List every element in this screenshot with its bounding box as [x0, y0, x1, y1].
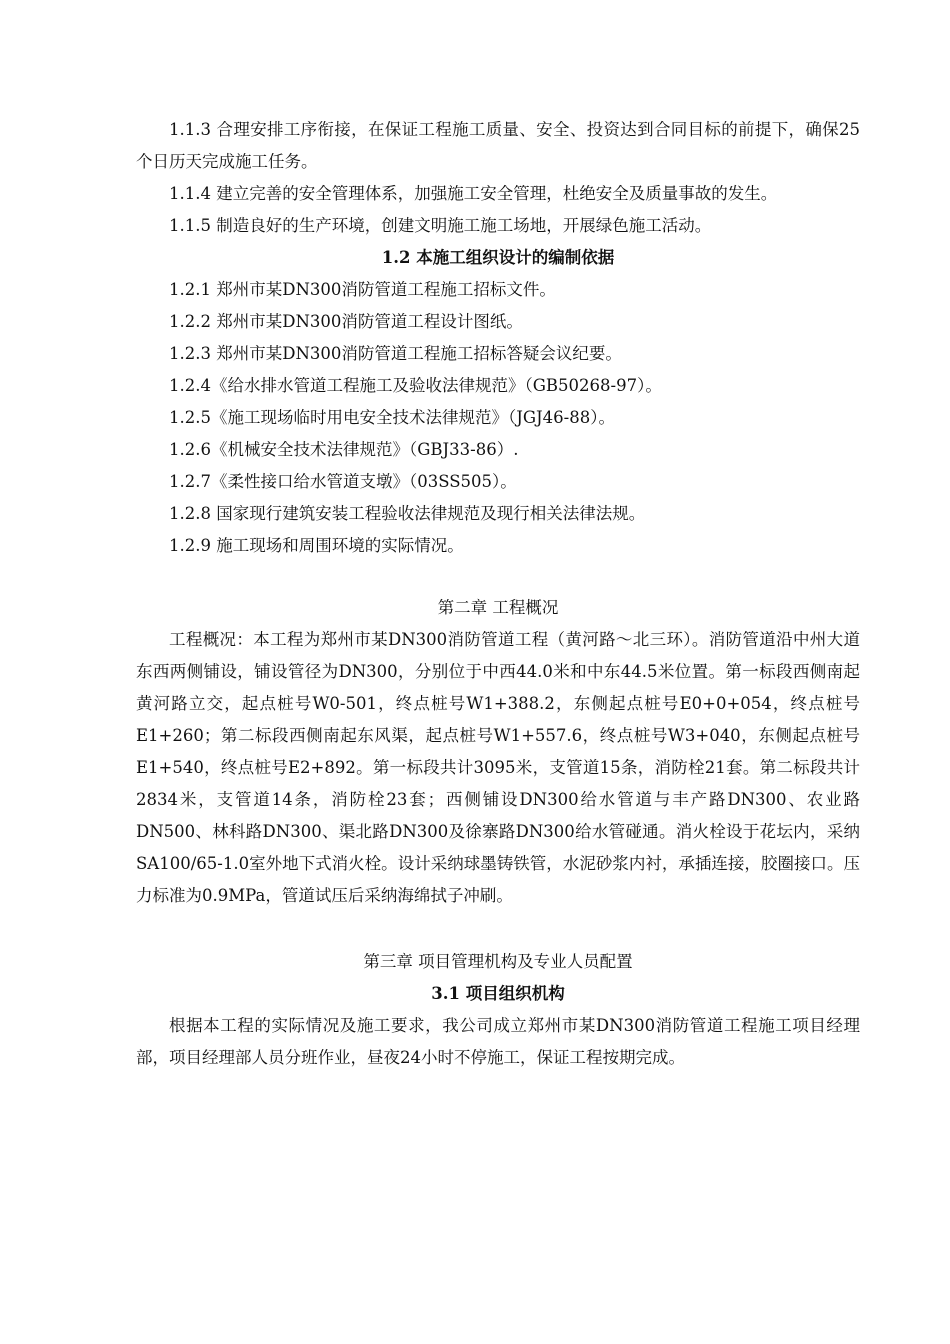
spacer: [136, 562, 860, 592]
chapter-2-title: 第二章 工程概况: [437, 598, 559, 617]
clause-1-2-7: 1.2.7《柔性接口给水管道支墩》（03SS505）。: [169, 472, 517, 491]
document-body: [136, 114, 860, 1074]
clause-1-1-5: 1.1.5 制造良好的生产环境，创建文明施工施工场地，开展绿色施工活动。: [169, 216, 712, 235]
chapter-3-title: 第三章 项目管理机构及专业人员配置: [363, 952, 633, 971]
chapter-2-overview: 工程概况：本工程为郑州市某DN300消防管道工程（黄河路～北三环）。消防管道沿中州大道东西两侧铺设，铺设管径为DN300，分别位于中西44.0米和中东44.5米位置。第一标段西侧南起黄河路立交，起点桩号W0-501，终点桩号W1+388.2，东侧起点桩号E0+0+054，终点桩号E1+260；第二标段西侧南起东风渠，起点桩号W1+557.6，终点桩号W3+040，东侧起点桩号E1+540，终点桩号E2+892。第一标段共计3095米，支管道15条，消防栓21套。第二标段共计2834米，支管道14条，消防栓23套；西侧铺设DN300给水管道与丰产路DN300、农业路DN500、林科路DN300、渠北路DN300及徐寨路DN300给水管碰通。消火栓设于花坛内，采纳SA100/65-1.0室外地下式消火栓。设计采纳球墨铸铁管，水泥砂浆内衬，承插连接，胶圈接口。压力标准为0.9MPa，管道试压后采纳海绵拭子冲刷。: [136, 630, 860, 905]
section-3-1-heading: 3.1 项目组织机构: [431, 984, 565, 1003]
spacer: [136, 912, 860, 946]
section-1-2-heading: 1.2 本施工组织设计的编制依据: [381, 248, 615, 267]
section-3-1-body: 根据本工程的实际情况及施工要求，我公司成立郑州市某DN300消防管道工程施工项目经理部，项目经理部人员分班作业，昼夜24小时不停施工，保证工程按期完成。: [136, 1016, 860, 1067]
clause-1-2-1: 1.2.1 郑州市某DN300消防管道工程施工招标文件。: [169, 280, 556, 299]
clause-1-1-4: 1.1.4 建立完善的安全管理体系，加强施工安全管理，杜绝安全及质量事故的发生。: [169, 184, 778, 203]
clause-1-2-5: 1.2.5《施工现场临时用电安全技术法律规范》（JGJ46-88）。: [169, 408, 615, 427]
clause-1-2-2: 1.2.2 郑州市某DN300消防管道工程设计图纸。: [169, 312, 523, 331]
clause-1-1-3: 1.1.3 合理安排工序衔接，在保证工程施工质量、安全、投资达到合同目标的前提下，确保25个日历天完成施工任务。: [136, 120, 860, 171]
clause-1-2-9: 1.2.9 施工现场和周围环境的实际情况。: [169, 536, 464, 555]
clause-1-2-4: 1.2.4《给水排水管道工程施工及验收法律规范》（GB50268-97）。: [169, 376, 662, 395]
clause-1-2-6: 1.2.6《机械安全技术法律规范》（GBJ33-86）.: [169, 440, 519, 459]
clause-1-2-8: 1.2.8 国家现行建筑安装工程验收法律规范及现行相关法律法规。: [169, 504, 646, 523]
clause-1-2-3: 1.2.3 郑州市某DN300消防管道工程施工招标答疑会议纪要。: [169, 344, 622, 363]
